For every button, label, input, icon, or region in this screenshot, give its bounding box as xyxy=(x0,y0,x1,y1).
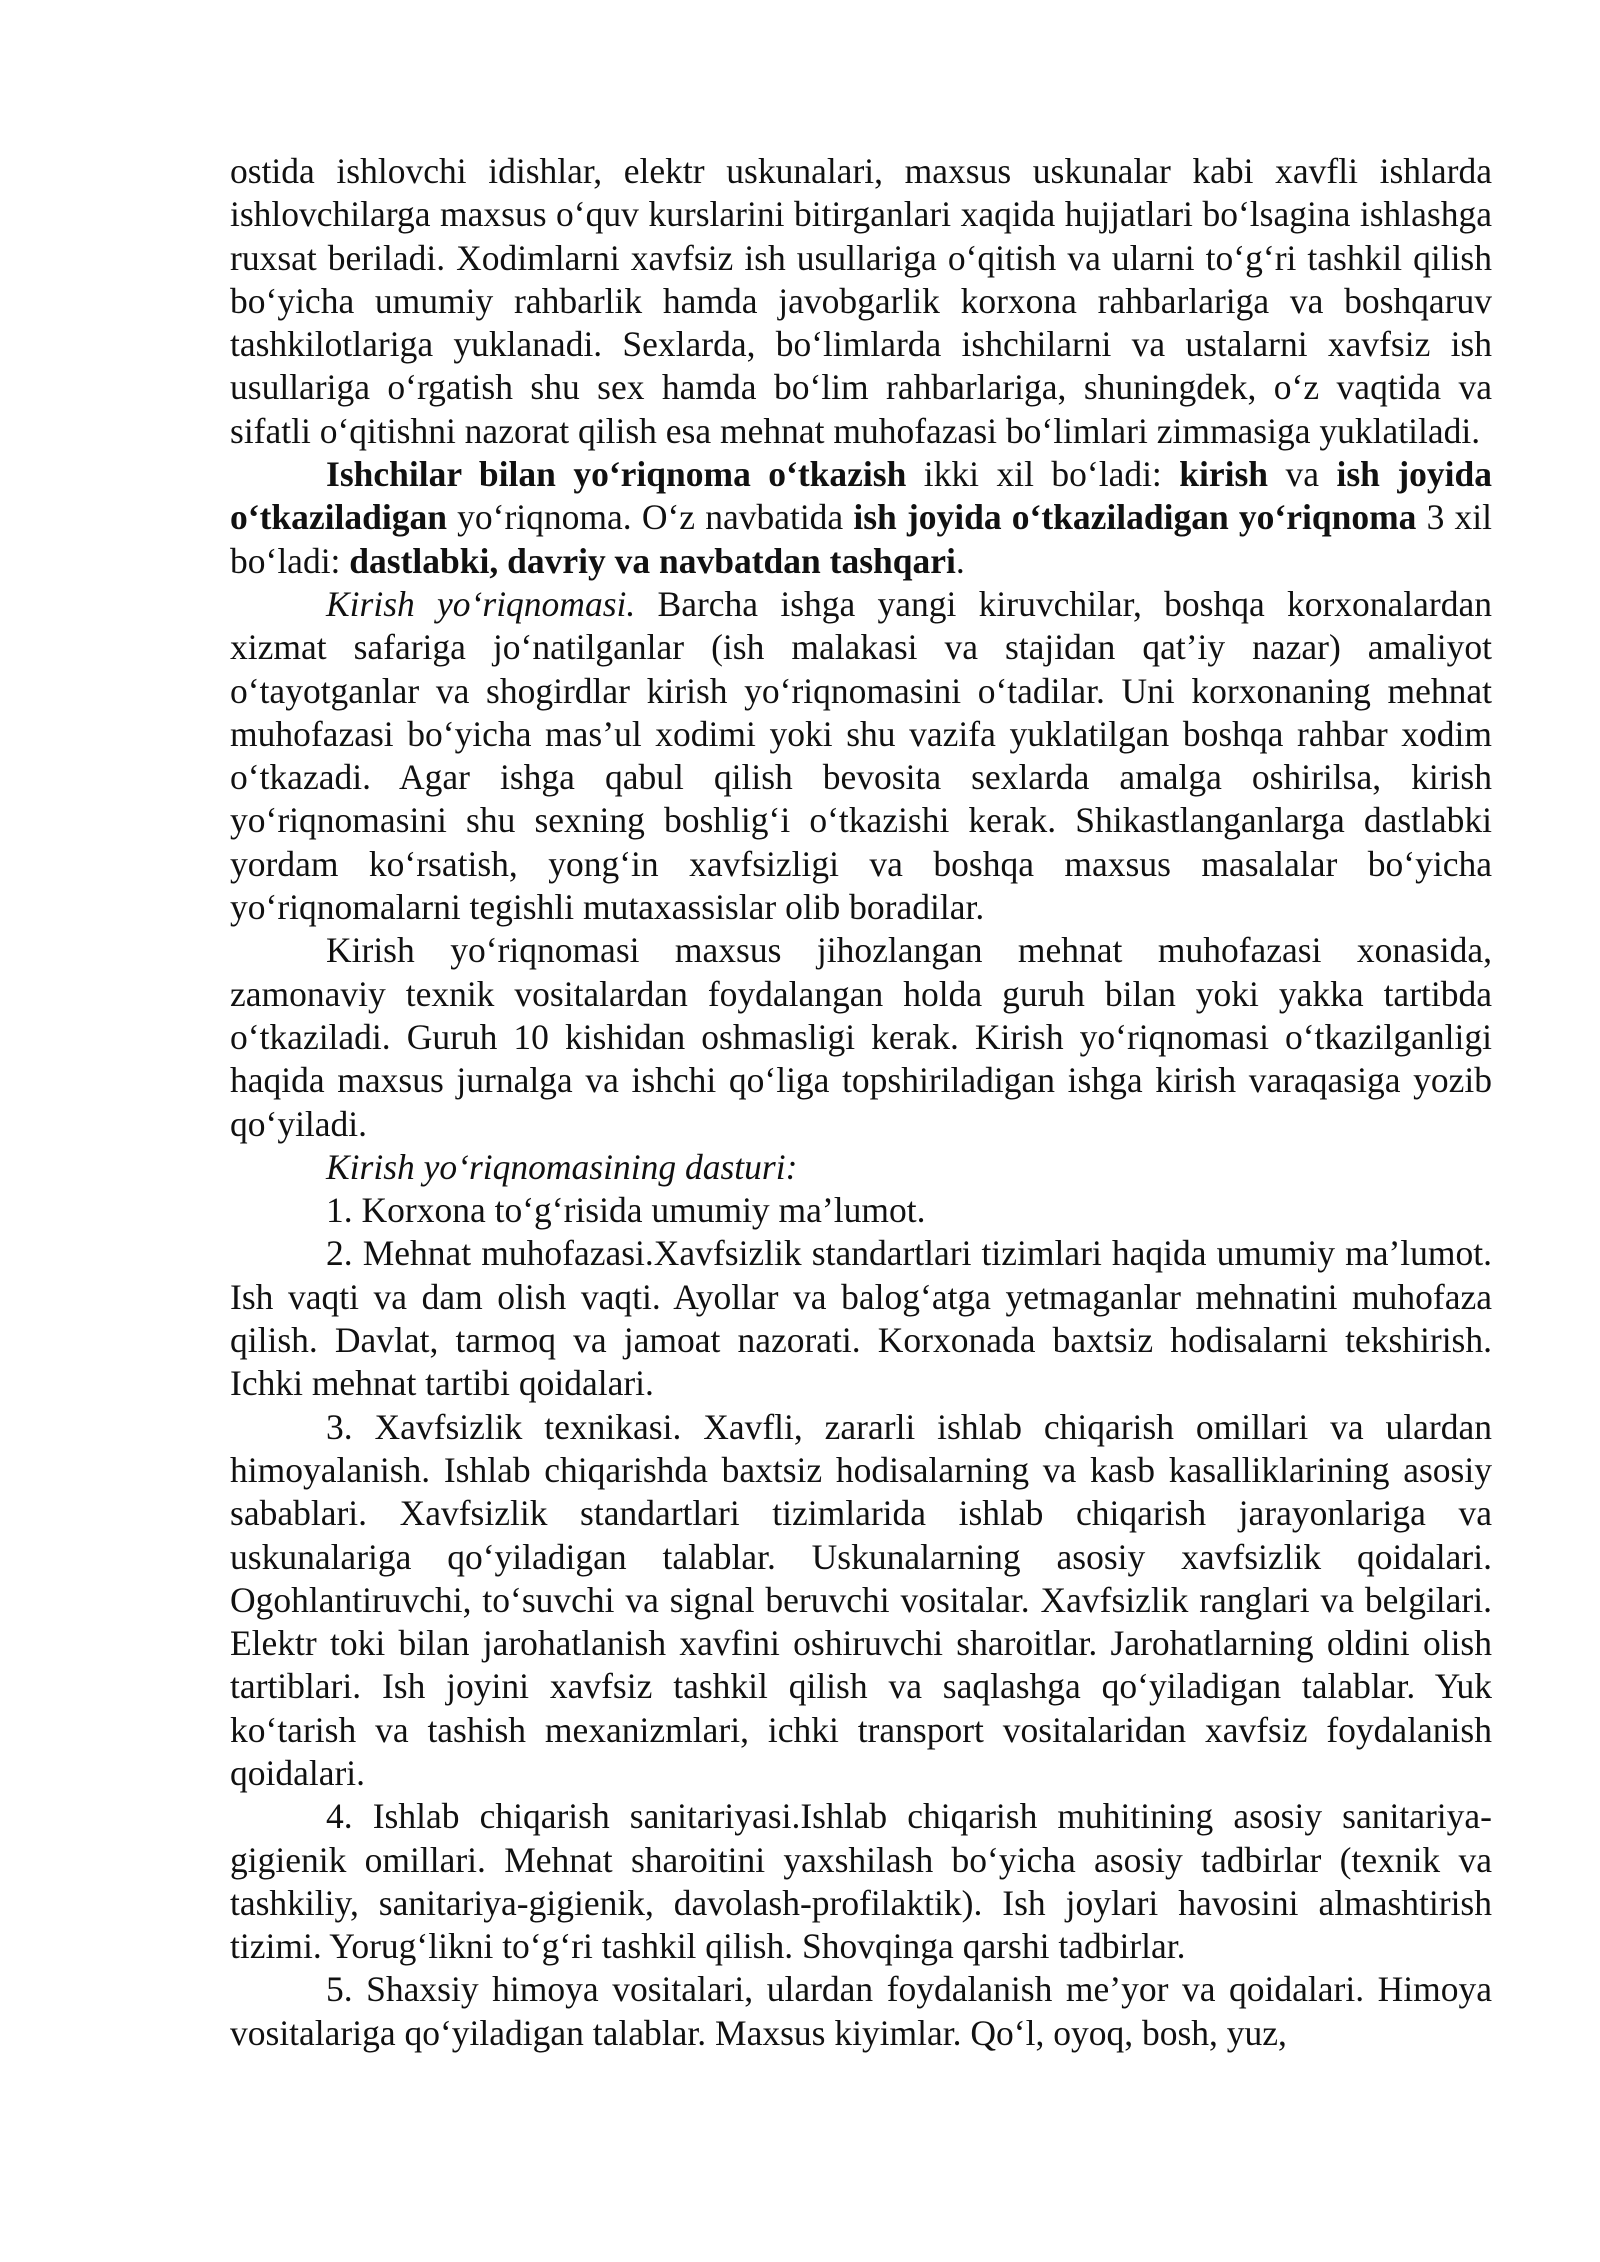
bold-text-run: ish joyida o‘tkaziladigan yo‘riqnoma xyxy=(853,497,1417,538)
text-run: 3. Xavfsizlik texnikasi. Xavfli, zararli ishlab chiqarish omillari va ulardan himoyalanish. Ishlab chiqarishda baxtsiz hodisalarning va kasb kasalliklarining asosiy sabablari. Xavfsizlik standartlari tizimlarida ishlab chiqarish jarayonlariga va uskunalariga qo‘yiladigan talablar. Uskunalarning asosiy xavfsizlik qoidalari. Ogohlantiruvchi, to‘suvchi va signal beruvchi vositalar. Xavfsizlik ranglari va belgilari. Elektr toki bilan jarohatlanish xavfini oshiruvchi sharoitlar. Jarohatlarning oldini olish tartiblari. Ish joyini xavfsiz tashkil qilish va saqlashga qo‘yiladigan talablar. Yuk ko‘tarish va tashish mexanizmlari, ichki transport vositalaridan xavfsiz foydalanish qoidalari. xyxy=(230,1406,1492,1793)
text-run: 1. Korxona to‘g‘risida umumiy ma’lumot. xyxy=(326,1190,926,1231)
text-run: 2. Mehnat muhofazasi.Xavfsizlik standartlari tizimlari haqida umumiy ma’lumot. Ish vaqti va dam olish vaqti. Ayollar va balog‘atga yetmaganlar mehnatini muhofaza qilish. Davlat, tarmoq va jamoat nazorati. Korxonada baxtsiz hodisalarni tekshirish. Ichki mehnat tartibi qoidalari. xyxy=(230,1233,1492,1404)
bold-text-run: Ishchilar bilan yo‘riqnoma o‘tkazish xyxy=(326,454,907,495)
text-run: yo‘riqnoma. O‘z navbatida xyxy=(446,497,854,538)
text-run: ostida ishlovchi idishlar, elektr uskunalari, maxsus uskunalar kabi xavfli ishlarda ishlovchilarga maxsus o‘quv kurslarini bitirganlari xaqida hujjatlari bo‘lsagina ishlashga ruxsat beriladi. Xodimlarni xavfsiz ish usullariga o‘qitish va ularni to‘g‘ri tashkil qilish bo‘yicha umumiy rahbarlik hamda javobgarlik korxona rahbarlariga va boshqaruv tashkilotlariga yuklanadi. Sexlarda, bo‘limlarda ishchilarni va ustalarni xavfsiz ish usullariga o‘rgatish shu sex hamda bo‘lim rahbarlariga, shuningdek, o‘z vaqtida va sifatli o‘qitishni nazorat qilish esa mehnat muhofazasi bo‘limlari zimmasiga yuklatiladi. xyxy=(230,151,1492,451)
text-run: ikki xil bo‘ladi: xyxy=(906,454,1180,495)
text-run: 4. Ishlab chiqarish sanitariyasi.Ishlab chiqarish muhitining asosiy sanitariya-gigienik omillari. Mehnat sharoitini yaxshilash bo‘yicha asosiy tadbirlar (texnik va tashkiliy, sanitariya-gigienik, davolash-profilaktik). Ish joylari havosini almashtirish tizimi. Yorug‘likni to‘g‘ri tashkil qilish. Shovqinga qarshi tadbirlar. xyxy=(230,1796,1492,1967)
italic-text-run: Kirish yo‘riqnomasi. xyxy=(326,583,636,624)
text-run: 3 xil bo‘ladi: xyxy=(230,497,1492,581)
text-run: Kirish yo‘riqnomasi maxsus jihozlangan mehnat muhofazasi xonasida, zamonaviy texnik vositalardan foydalangan holda guruh bilan yoki yakka tartibda o‘tkaziladi. Guruh 10 kishidan oshmasligi kerak. Kirish yo‘riqnomasi o‘tkazilganligi haqida maxsus jurnalga va ishchi qo‘liga topshiriladigan ishga kirish varaqasiga yozib qo‘yiladi. xyxy=(230,930,1492,1144)
paragraph xyxy=(230,453,1492,583)
bold-text-run: kirish xyxy=(1179,454,1269,495)
paragraph xyxy=(230,1795,1492,1968)
text-run: . xyxy=(955,540,965,581)
paragraph xyxy=(230,1146,1492,1189)
paragraph xyxy=(230,1968,1492,2055)
text-run: 5. Shaxsiy himoya vositalari, ulardan foydalanish me’yor va qoidalari. Himoya vositalariga qo‘yiladigan talablar. Maxsus kiyimlar. Qo‘l, oyoq, bosh, yuz, xyxy=(230,1969,1492,2053)
paragraph xyxy=(230,1189,1492,1232)
paragraph xyxy=(230,1406,1492,1796)
paragraph xyxy=(230,150,1492,453)
italic-text-run: Kirish yo‘riqnomasining dasturi: xyxy=(326,1146,798,1187)
paragraph xyxy=(230,583,1492,929)
document-page xyxy=(230,150,1492,2055)
text-run: va xyxy=(1268,454,1337,495)
paragraph xyxy=(230,929,1492,1145)
bold-text-run: dastlabki, davriy va navbatdan tashqari xyxy=(349,540,956,581)
text-run: Barcha ishga yangi kiruvchilar, boshqa korxonalardan xizmat safariga jo‘natilganlar (ish malakasi va stajidan qat’iy nazar) amaliyot o‘tayotganlar va shogirdlar kirish yo‘riqnomasini o‘tadilar. Uni korxonaning mehnat muhofazasi bo‘yicha mas’ul xodimi yoki shu vazifa yuklatilgan boshqa rahbar xodim o‘tkazadi. Agar ishga qabul qilish bevosita sexlarda amalga oshirilsa, kirish yo‘riqnomasini shu sexning boshlig‘i o‘tkazishi kerak. Shikastlanganlarga dastlabki yordam ko‘rsatish, yong‘in xavfsizligi va boshqa maxsus masalalar bo‘yicha yo‘riqnomalarni tegishli mutaxassislar olib boradilar. xyxy=(230,583,1493,928)
paragraph xyxy=(230,1232,1492,1405)
bold-text-run: ish joyida o‘tkaziladigan xyxy=(230,454,1492,538)
